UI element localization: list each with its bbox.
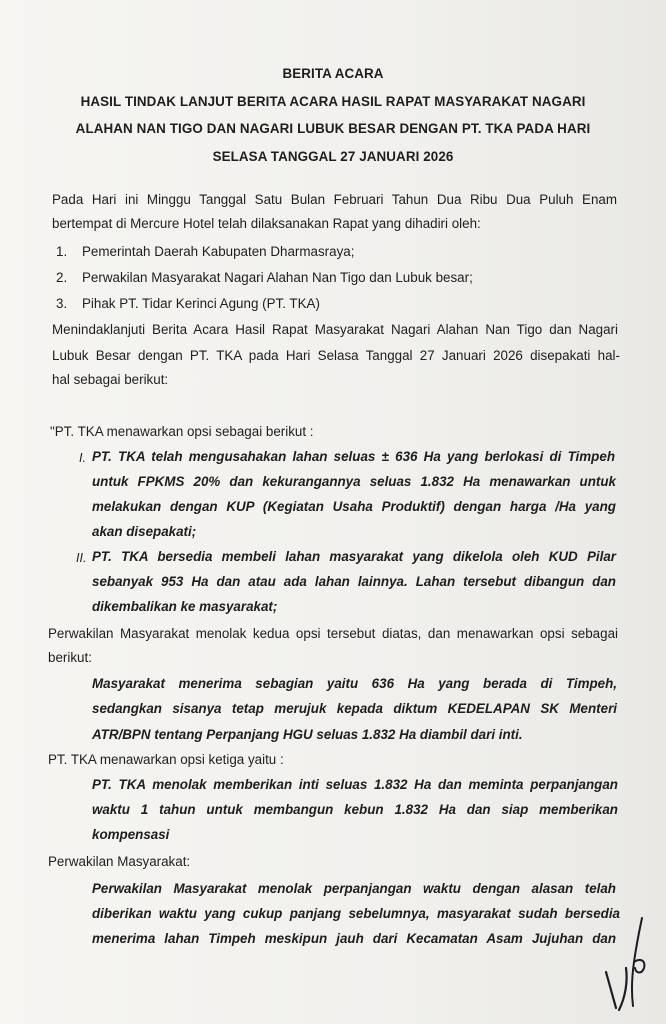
intro-line: bertempat di Mercure Hotel telah dilaksanakan Rapat yang dihadiri oleh: (52, 216, 481, 231)
community-final-line: diberikan waktu yang cukup panjang sebelumnya, masyarakat sudah bersedia (92, 906, 620, 921)
response-line: sedangkan sisanya tetap merujuk kepada diktum KEDELAPAN SK Menteri (92, 701, 617, 716)
offer-line: sebanyak 953 Ha dan atau ada lahan lainnya. Lahan tersebut dibangun dan (92, 574, 616, 589)
attendee-item: Pihak PT. Tidar Kerinci Agung (PT. TKA) (82, 296, 320, 311)
attendee-number: 1. (56, 244, 68, 259)
response-line: ATR/BPN tentang Perpanjang HGU seluas 1.832 Ha diambil dari inti. (92, 727, 523, 742)
followup-line: Lubuk Besar dengan PT. TKA pada Hari Selasa Tanggal 27 Januari 2026 disepakati hal- (52, 348, 620, 363)
followup-line: Menindaklanjuti Berita Acara Hasil Rapat Masyarakat Nagari Alahan Nan Tigo dan Nagari (52, 322, 618, 337)
offer-line: melakukan dengan KUP (Kegiatan Usaha Produktif) dengan harga /Ha yang (92, 499, 616, 514)
third-offer-intro: PT. TKA menawarkan opsi ketiga yaitu : (48, 752, 284, 767)
offer-line: PT. TKA telah mengusahakan lahan seluas ± 636 Ha yang berlokasi di Timpeh (92, 449, 615, 464)
community-label: Perwakilan Masyarakat: (48, 854, 191, 869)
offer-line: PT. TKA bersedia membeli lahan masyarakat yang dikelola oleh KUD Pilar (92, 549, 616, 564)
offer-line: untuk FPKMS 20% dan kekurangannya seluas 1.832 Ha menawarkan untuk (92, 474, 616, 489)
header-line: SELASA TANGGAL 27 JANUARI 2026 (212, 148, 454, 164)
response-intro-line: Perwakilan Masyarakat menolak kedua opsi tersebut diatas, dan menawarkan opsi sebagai (48, 626, 618, 641)
attendee-number: 2. (56, 270, 68, 285)
response-line: Masyarakat menerima sebagian yaitu 636 Ha yang berada di Timpeh, (92, 676, 617, 691)
offer-line: akan disepakati; (92, 524, 197, 539)
third-offer-line: PT. TKA menolak memberikan inti seluas 1.832 Ha dan meminta perpanjangan (92, 777, 618, 792)
community-final-line: menerima lahan Timpeh meskipun jauh dari Kecamatan Asam Jujuhan dan (92, 931, 616, 946)
attendee-item: Pemerintah Daerah Kabupaten Dharmasraya; (82, 244, 355, 259)
offer-intro: "PT. TKA menawarkan opsi sebagai berikut : (50, 424, 314, 439)
offer-line: dikembalikan ke masyarakat; (92, 599, 278, 614)
third-offer-line: waktu 1 tahun untuk membangun kebun 1.832 Ha dan siap memberikan (92, 802, 618, 817)
offer-roman-numeral: II. (76, 551, 87, 565)
offer-roman-numeral: I. (79, 451, 86, 465)
response-intro-line: berikut: (48, 650, 92, 665)
initials-signature (598, 910, 658, 1015)
community-final-line: Perwakilan Masyarakat menolak perpanjangan waktu dengan alasan telah (92, 881, 616, 896)
header-line: BERITA ACARA (282, 66, 384, 81)
intro-line: Pada Hari ini Minggu Tanggal Satu Bulan Februari Tahun Dua Ribu Dua Puluh Enam (52, 192, 617, 207)
document-header (40, 60, 626, 170)
attendee-item: Perwakilan Masyarakat Nagari Alahan Nan Tigo dan Lubuk besar; (82, 270, 473, 285)
followup-line: hal sebagai berikut: (52, 372, 169, 387)
third-offer-line: kompensasi (92, 827, 170, 842)
header-line: HASIL TINDAK LANJUT BERITA ACARA HASIL RAPAT MASYARAKAT NAGARI (80, 93, 586, 109)
attendee-number: 3. (56, 296, 68, 311)
header-line: ALAHAN NAN TIGO DAN NAGARI LUBUK BESAR DENGAN PT. TKA PADA HARI (75, 121, 591, 136)
